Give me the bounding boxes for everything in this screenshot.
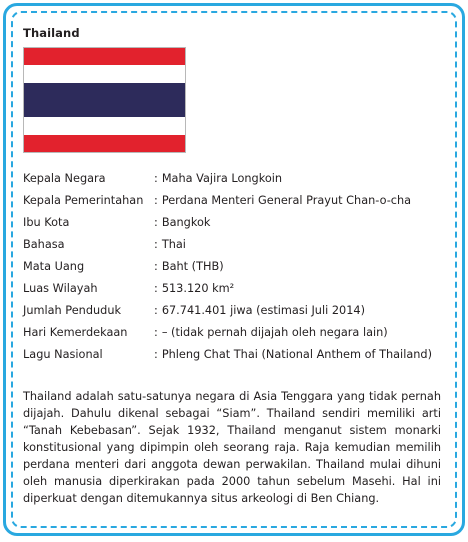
fact-row-hari-kemerdekaan (23, 322, 453, 344)
fact-label: Mata Uang (23, 260, 85, 273)
fact-value: Thai (161, 238, 186, 251)
fact-row-luas-wilayah (23, 278, 453, 300)
fact-value-wrapper: : Baht (THB) (154, 260, 224, 273)
fact-label: Bahasa (23, 238, 65, 251)
fact-row-ibu-kota (23, 212, 453, 234)
fact-value: 513.120 km² (161, 282, 235, 295)
fact-value: 67.741.401 jiwa (estimasi Juli 2014) (161, 304, 365, 317)
fact-row-kepala-negara (23, 168, 453, 190)
flag-stripe-red-bottom (24, 135, 185, 152)
fact-row-jumlah-penduduk (23, 300, 453, 322)
fact-value: Phleng Chat Thai (National Anthem of Thailand) (161, 348, 432, 361)
fact-value-wrapper: : Phleng Chat Thai (National Anthem of Thailand) (154, 348, 432, 361)
fact-value: Baht (THB) (161, 260, 224, 273)
flag-stripe-red-top (24, 48, 185, 65)
fact-value-wrapper: : – (tidak pernah dijajah oleh negara lain) (154, 326, 388, 339)
fact-row-lagu-nasional (23, 344, 453, 366)
fact-value-wrapper: : Maha Vajira Longkoin (154, 172, 283, 185)
fact-label: Kepala Negara (23, 172, 106, 185)
fact-row-kepala-pemerintahan (23, 190, 453, 212)
fact-label: Ibu Kota (23, 216, 70, 229)
fact-value-wrapper: : Perdana Menteri General Prayut Chan-o-cha (154, 194, 412, 207)
fact-value-wrapper: : Thai (154, 238, 186, 251)
fact-value: Perdana Menteri General Prayut Chan-o-cha (161, 194, 412, 207)
fact-label: Lagu Nasional (23, 348, 103, 361)
fact-label: Hari Kemerdekaan (23, 326, 128, 339)
fact-value-wrapper: : Bangkok (154, 216, 211, 229)
fact-value: Maha Vajira Longkoin (161, 172, 283, 185)
fact-label: Kepala Pemerintahan (23, 194, 144, 207)
fact-row-bahasa (23, 234, 453, 256)
thailand-flag (23, 47, 186, 153)
country-title: Thailand (23, 26, 80, 40)
description-paragraph: Thailand adalah satu-satunya negara di Asia Tenggara yang tidak pernah dijajah. Dahulu dikenal sebagai “Siam”. Thailand sendiri memiliki arti “Tanah Kebebasan”. Sejak 1932, Thailand menganut sistem monarki konstitusional yang dipimpin oleh seorang raja. Raja kemudian memilih perdana menteri dari anggota dewan perwakilan. Thailand mulai dihuni oleh manusia diperkirakan pada 2000 tahun sebelum Masehi. Hal ini diperkuat dengan ditemukannya situs arkeologi di Ben Chiang. (23, 390, 441, 506)
fact-value: Bangkok (161, 216, 211, 229)
fact-row-mata-uang (23, 256, 453, 278)
fact-value-wrapper: : 513.120 km² (154, 282, 235, 295)
flag-stripe-white-bottom (24, 117, 185, 134)
fact-value-wrapper: : 67.741.401 jiwa (estimasi Juli 2014) (154, 304, 365, 317)
flag-stripe-white-top (24, 65, 185, 82)
fact-label: Jumlah Penduduk (23, 304, 122, 317)
fact-table (23, 168, 453, 366)
fact-label: Luas Wilayah (23, 282, 98, 295)
flag-stripe-blue (24, 83, 185, 118)
fact-value: – (tidak pernah dijajah oleh negara lain) (161, 326, 388, 339)
